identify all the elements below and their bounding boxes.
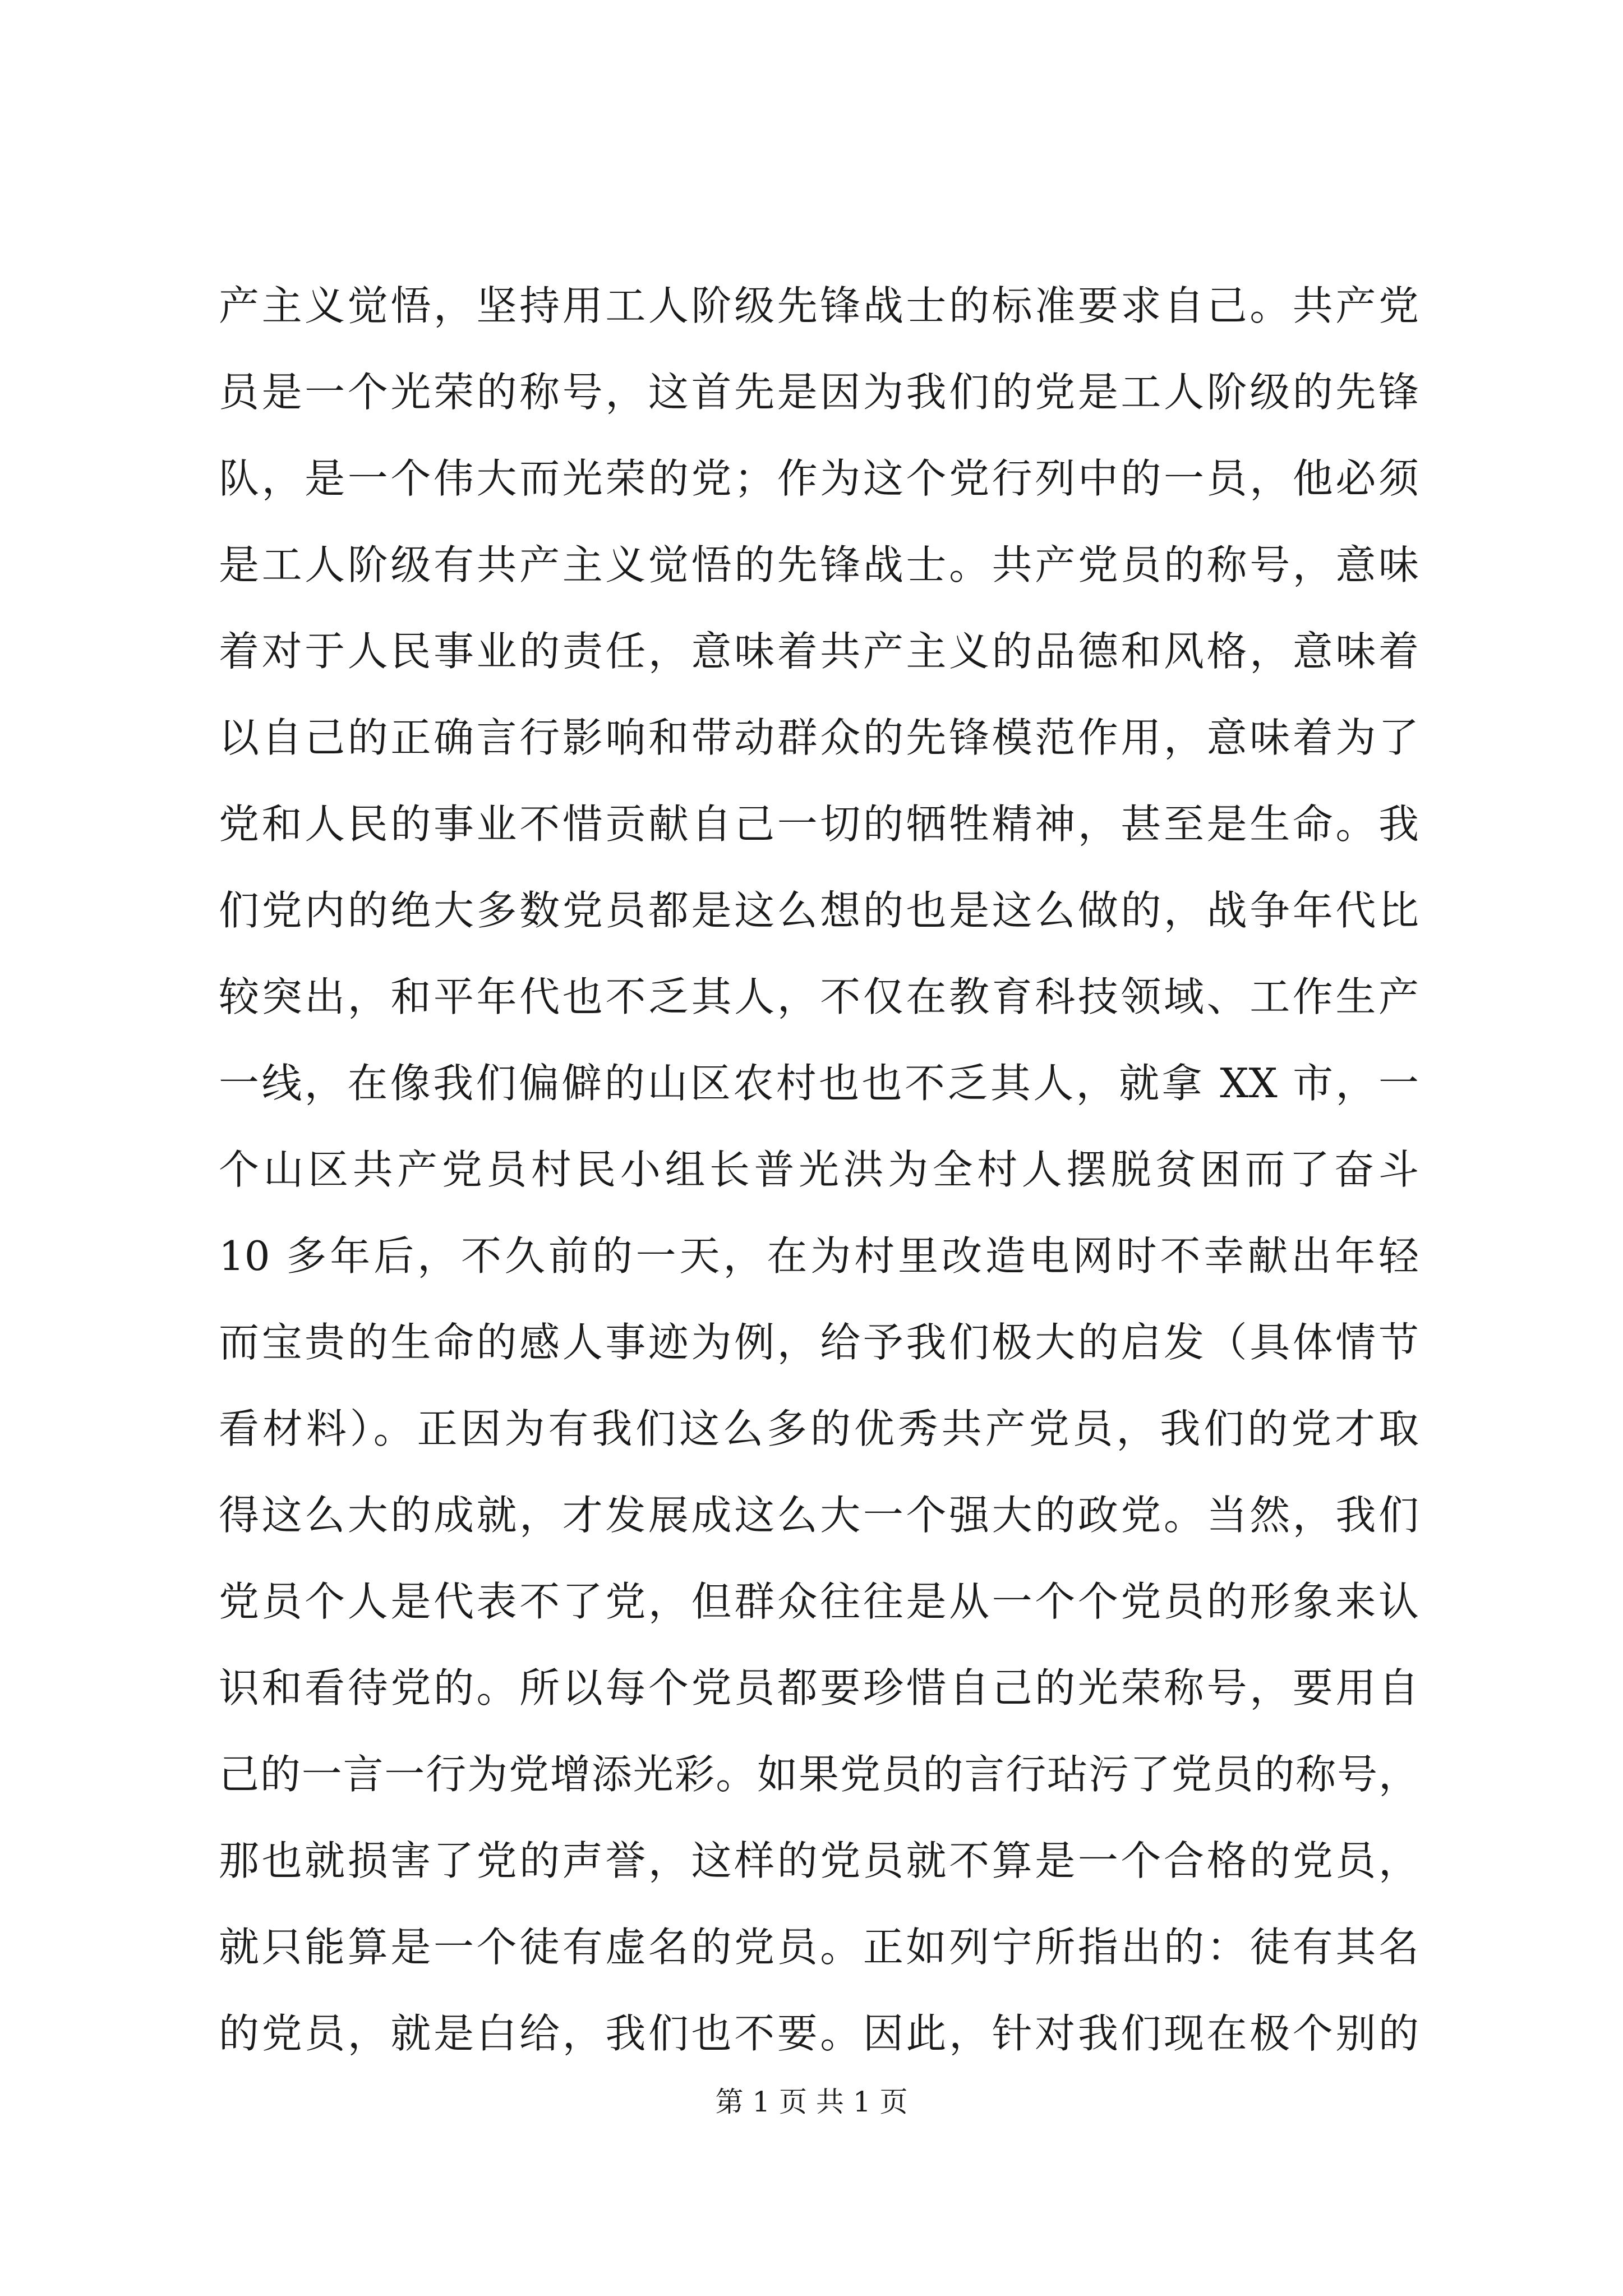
text-line: 较突出，和平年代也不乏其人，不仅在教育科技领域、工作生产 [219,973,1419,1020]
text-line: 党员个人是代表不了党，但群众往往是从一个个党员的形象来认 [219,1578,1419,1625]
text-line: 是工人阶级有共产主义觉悟的先锋战士。共产党员的称号，意味 [219,541,1419,588]
text-line: 而宝贵的生命的感人事迹为例，给予我们极大的启发（具体情节 [219,1319,1419,1366]
text-line: 10 多年后，不久前的一天，在为村里改造电网时不幸献出年轻 [219,1232,1419,1280]
text-line: 以自己的正确言行影响和带动群众的先锋模范作用，意味着为了 [219,714,1419,761]
text-line: 着对于人民事业的责任，意味着共产主义的品德和风格，意味着 [219,628,1419,675]
text-line: 识和看待党的。所以每个党员都要珍惜自己的光荣称号，要用自 [219,1664,1419,1711]
text-line: 己的一言一行为党增添光彩。如果党员的言行玷污了党员的称号， [219,1751,1419,1798]
text-line: 党和人民的事业不惜贡献自己一切的牺牲精神，甚至是生命。我 [219,800,1419,848]
text-line: 员是一个光荣的称号，这首先是因为我们的党是工人阶级的先锋 [219,369,1419,416]
body-text [219,263,1419,2077]
page-number-label: 第 1 页 共 1 页 [715,2086,908,2118]
text-line: 队，是一个伟大而光荣的党；作为这个党行列中的一员，他必须 [219,455,1419,502]
text-line: 看材料）。正因为有我们这么多的优秀共产党员，我们的党才取 [219,1405,1419,1452]
text-line: 一线，在像我们偏僻的山区农村也也不乏其人，就拿 XX 市，一 [219,1060,1419,1107]
text-line: 产主义觉悟，坚持用工人阶级先锋战士的标准要求自己。共产党 [219,282,1419,329]
text-line: 那也就损害了党的声誉，这样的党员就不算是一个合格的党员， [219,1837,1419,1884]
text-line: 得这么大的成就，才发展成这么大一个强大的政党。当然，我们 [219,1492,1419,1539]
page-footer [0,2082,1623,2122]
text-line: 们党内的绝大多数党员都是这么想的也是这么做的，战争年代比 [219,887,1419,934]
text-line: 个山区共产党员村民小组长普光洪为全村人摆脱贫困而了奋斗 [219,1146,1419,1193]
text-line: 就只能算是一个徒有虚名的党员。正如列宁所指出的：徒有其名 [219,1924,1419,1971]
text-line: 的党员，就是白给，我们也不要。因此，针对我们现在极个别的 [219,2010,1419,2057]
